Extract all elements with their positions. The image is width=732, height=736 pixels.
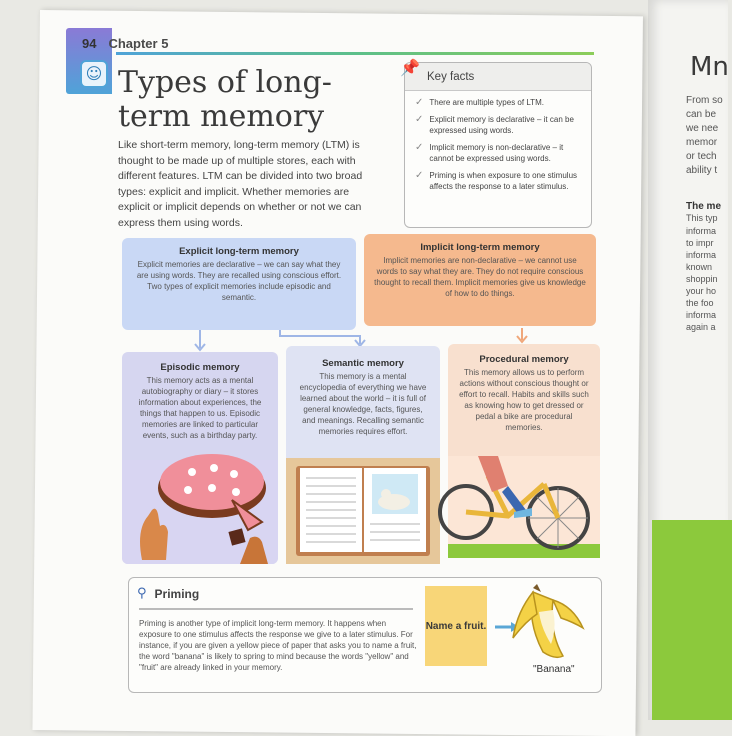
explicit-memory-box <box>122 238 356 330</box>
key-fact-item <box>415 114 583 136</box>
page-number: 94 <box>82 36 97 51</box>
right-page-line: shoppin <box>686 274 718 284</box>
right-page-line: ability t <box>686 165 718 176</box>
check-icon: ✓ <box>415 142 424 153</box>
chapter-label: Chapter 5 <box>108 36 169 51</box>
implicit-memory-text: Implicit memories are non-declarative – we cannot use words to say what they are. They do not require conscious thought to recall them. Implicit memories give us knowledge of how to do things. <box>374 256 586 298</box>
right-page-line: or tech <box>686 151 717 162</box>
procedural-memory-text: This memory allows us to perform actions without conscious thought or effort to recall. Habits and skills such as knowing how to get dressed or pedal a bike are procedural memories. <box>459 368 589 432</box>
priming-header <box>137 586 199 601</box>
right-page-line: informa <box>686 226 717 236</box>
open-book-illustration <box>286 458 440 564</box>
magnifier-icon: ⚲ <box>137 586 147 601</box>
brain-head-icon: ☺ <box>80 60 108 88</box>
intro-paragraph: Like short-term memory, long-term memory (LTM) is thought to be made up of multiple stores, each with different features. LTM can be divided into two broad types: explicit and implicit. Whether memories are explicit or implicit depends on whether or not we can express them using words. <box>118 139 363 229</box>
check-icon: ✓ <box>415 114 424 125</box>
procedural-memory-title: Procedural memory <box>479 354 569 365</box>
explicit-memory-title: Explicit long-term memory <box>179 246 299 257</box>
key-fact-item <box>415 97 583 108</box>
right-page-line: the foo <box>686 298 714 308</box>
banana-icon <box>503 582 593 662</box>
right-page-green-panel <box>652 520 732 720</box>
chapter-header <box>82 36 168 51</box>
implicit-memory-box <box>364 234 596 326</box>
right-page-line: we nee <box>686 123 719 134</box>
yellow-note <box>425 586 487 666</box>
key-fact-text: Priming is when exposure to one stimulus affects the response to a later stimulus. <box>429 171 578 191</box>
key-fact-text: Explicit memory is declarative – it can be expressed using words. <box>429 115 574 135</box>
check-icon: ✓ <box>415 170 424 181</box>
right-page-line: memor <box>686 137 718 148</box>
implicit-memory-title: Implicit long-term memory <box>420 242 540 253</box>
key-fact-item <box>415 142 583 164</box>
right-page-title: Mn <box>690 52 729 82</box>
right-page-line: From so <box>686 95 723 106</box>
key-facts-box <box>404 62 592 228</box>
banana-answer: "Banana" <box>533 664 575 675</box>
key-facts-heading: Key facts <box>405 63 591 91</box>
semantic-memory-title: Semantic memory <box>322 358 404 369</box>
right-page-line: informa <box>686 310 717 320</box>
priming-heading: Priming <box>154 586 200 601</box>
pushpin-icon: 📌 <box>400 58 420 77</box>
page-title: Types of long-term memory <box>118 65 332 134</box>
episodic-memory-title: Episodic memory <box>160 362 240 373</box>
key-fact-text: There are multiple types of LTM. <box>429 98 544 107</box>
priming-box <box>128 577 602 693</box>
priming-text: Priming is another type of implicit long-term memory. It happens when exposure to one stimulus affects the response we give to a later stimulus. For instance, if you are given a yellow piece of paper that asks you to name a fruit, the word "banana" is likely to spring to mind because the words "yellow" and "fruit" are already linked in your memory. <box>139 619 417 672</box>
right-page-line: again a <box>686 322 716 332</box>
explicit-memory-text: Explicit memories are declarative – we can say what they are using words. They are recalled using conscious effort. Two types of explicit memories include episodic and semantic. <box>136 260 342 302</box>
note-text: Name a fruit. <box>425 620 487 632</box>
check-icon: ✓ <box>415 97 424 108</box>
priming-rule <box>139 608 413 610</box>
right-page-line: known <box>686 262 713 272</box>
right-page-line: This typ <box>686 213 718 223</box>
birthday-cake-illustration <box>122 460 278 564</box>
right-page-line: informa <box>686 250 717 260</box>
right-page-line: to impr <box>686 238 714 248</box>
right-page-subhead: The me <box>686 201 722 212</box>
key-fact-text: Implicit memory is non-declarative – it cannot be expressed using words. <box>429 143 564 163</box>
semantic-memory-text: This memory is a mental encyclopedia of everything we have learned about the world – it is full of general knowledge, facts, figures, and meanings. Recalling semantic memories requires effort. <box>299 372 427 436</box>
header-rule <box>116 52 594 55</box>
bicycle-illustration <box>448 456 600 558</box>
right-page-line: can be <box>686 109 717 120</box>
right-page-line: your ho <box>686 286 717 296</box>
key-facts-list <box>405 91 591 192</box>
episodic-memory-text: This memory acts as a mental autobiography or diary – it stores information about experiences, the things that happen to us. Episodic memories are linked to particular events, such as a birthday party. <box>138 376 262 440</box>
key-fact-item <box>415 170 583 192</box>
